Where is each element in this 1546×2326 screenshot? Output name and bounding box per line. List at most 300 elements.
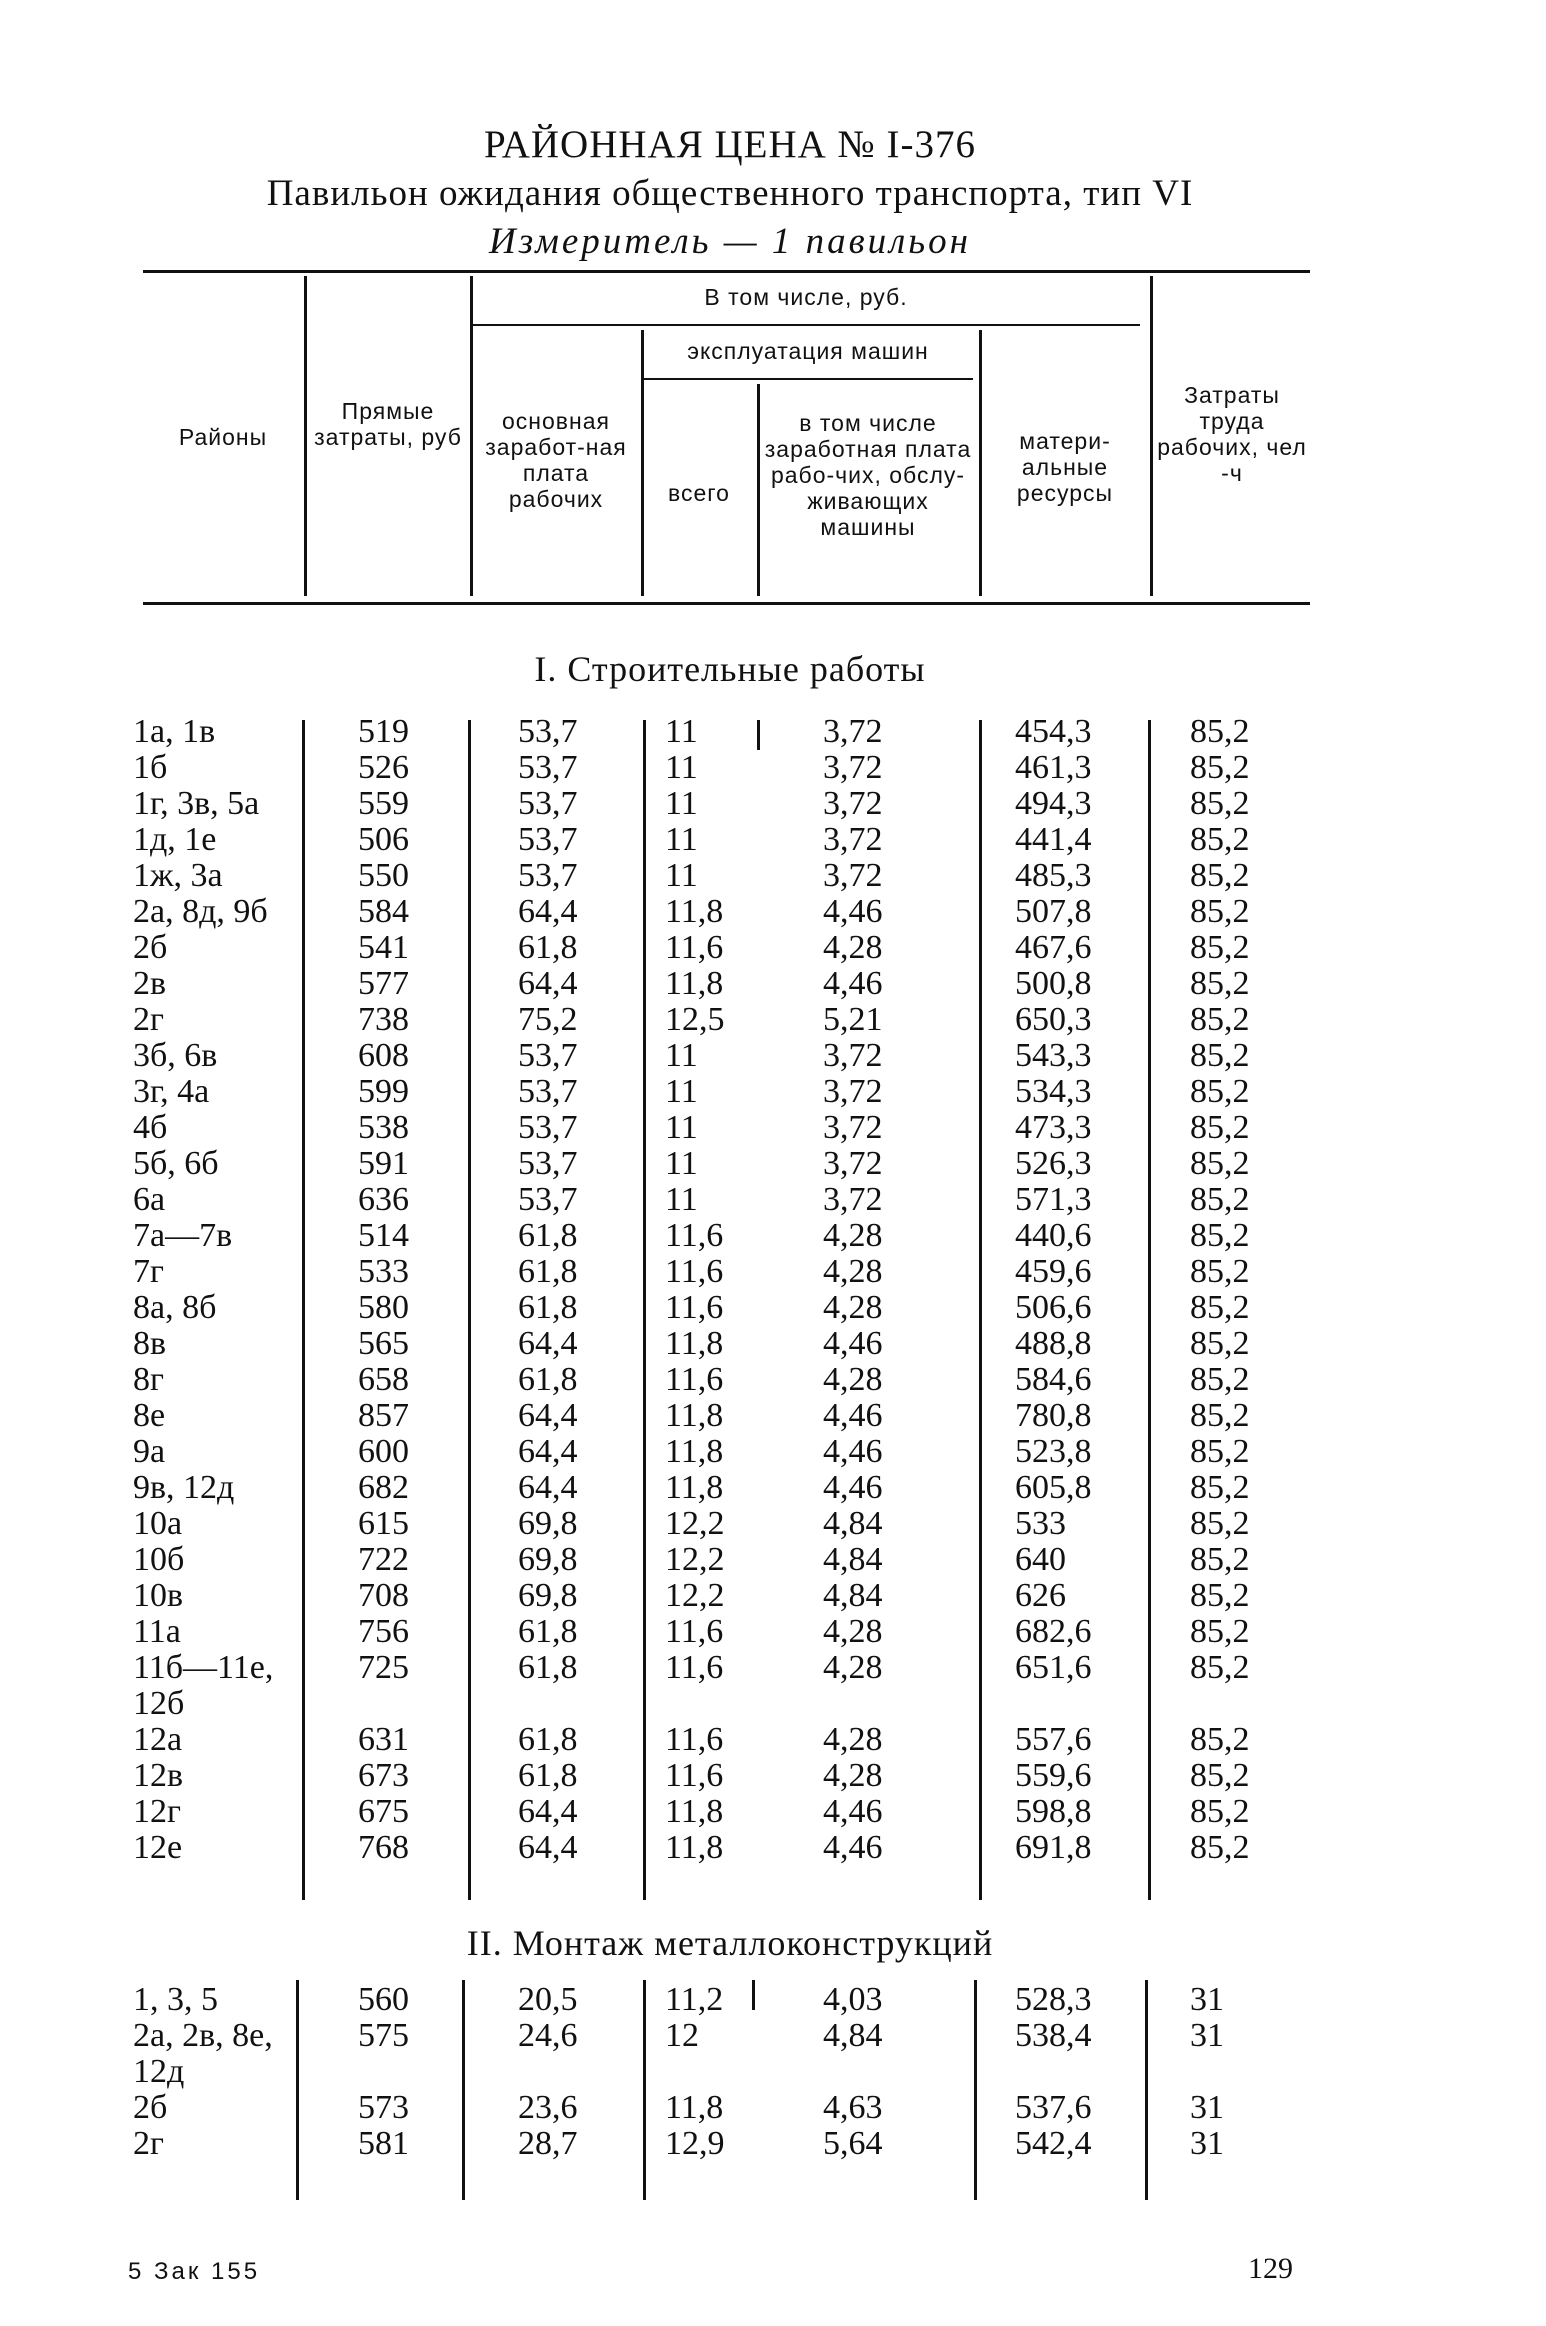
value-cell: 3,72 <box>823 785 883 822</box>
region-cell: 10в <box>133 1577 184 1614</box>
value-cell: 675 <box>358 1793 409 1830</box>
value-cell: 85,2 <box>1190 1505 1250 1542</box>
value-cell: 11 <box>665 1037 698 1074</box>
value-cell: 85,2 <box>1190 1253 1250 1290</box>
value-cell: 69,8 <box>518 1505 578 1542</box>
table-row <box>0 822 1546 858</box>
value-cell: 4,28 <box>823 1361 883 1398</box>
value-cell: 4,28 <box>823 929 883 966</box>
value-cell: 559 <box>358 785 409 822</box>
value-cell: 459,6 <box>1015 1253 1092 1290</box>
value-cell: 461,3 <box>1015 749 1092 786</box>
value-cell: 64,4 <box>518 1325 578 1362</box>
value-cell: 4,03 <box>823 1981 883 2018</box>
value-cell: 3,72 <box>823 857 883 894</box>
value-cell: 538,4 <box>1015 2017 1092 2054</box>
value-cell: 4,84 <box>823 1577 883 1614</box>
value-cell: 61,8 <box>518 1757 578 1794</box>
table-row <box>0 1218 1546 1254</box>
value-cell: 631 <box>358 1721 409 1758</box>
header-rule-machines <box>643 378 973 380</box>
region-cell: 1д, 1е <box>133 821 217 858</box>
value-cell: 85,2 <box>1190 1289 1250 1326</box>
value-cell: 61,8 <box>518 1721 578 1758</box>
value-cell: 11,6 <box>665 929 724 966</box>
value-cell: 575 <box>358 2017 409 2054</box>
value-cell: 4,46 <box>823 1793 883 1830</box>
value-cell: 4,28 <box>823 1289 883 1326</box>
region-cell: 2г <box>133 1001 164 1038</box>
region-cell: 11б—11е, <box>133 1649 274 1686</box>
region-cell: 2а, 2в, 8е, <box>133 2017 273 2054</box>
header-divider <box>304 276 307 596</box>
header-machines: эксплуатация машин <box>687 338 929 364</box>
value-cell: 64,4 <box>518 1829 578 1866</box>
region-cell: 4б <box>133 1109 168 1146</box>
value-cell: 85,2 <box>1190 1433 1250 1470</box>
value-cell: 599 <box>358 1073 409 1110</box>
value-cell: 584 <box>358 893 409 930</box>
value-cell: 560 <box>358 1981 409 2018</box>
value-cell: 454,3 <box>1015 713 1092 750</box>
value-cell: 650,3 <box>1015 1001 1092 1038</box>
value-cell: 64,4 <box>518 1433 578 1470</box>
value-cell: 85,2 <box>1190 1613 1250 1650</box>
region-cell: 2а, 8д, 9б <box>133 893 268 930</box>
value-cell: 11,8 <box>665 1829 724 1866</box>
value-cell: 573 <box>358 2089 409 2126</box>
value-cell: 528,3 <box>1015 1981 1092 2018</box>
value-cell: 543,3 <box>1015 1037 1092 1074</box>
value-cell: 11,8 <box>665 1325 724 1362</box>
value-cell: 61,8 <box>518 1613 578 1650</box>
value-cell: 4,84 <box>823 1505 883 1542</box>
region-cell: 6а <box>133 1181 166 1218</box>
value-cell: 571,3 <box>1015 1181 1092 1218</box>
value-cell: 577 <box>358 965 409 1002</box>
value-cell: 4,28 <box>823 1613 883 1650</box>
value-cell: 523,8 <box>1015 1433 1092 1470</box>
region-cell: 12в <box>133 1757 184 1794</box>
value-cell: 12,2 <box>665 1505 725 1542</box>
value-cell: 85,2 <box>1190 1721 1250 1758</box>
value-cell: 600 <box>358 1433 409 1470</box>
value-cell: 519 <box>358 713 409 750</box>
value-cell: 12,9 <box>665 2125 725 2162</box>
value-cell: 53,7 <box>518 821 578 858</box>
value-cell: 85,2 <box>1190 893 1250 930</box>
value-cell: 11 <box>665 857 698 894</box>
table-row <box>0 1650 1546 1686</box>
value-cell: 3,72 <box>823 1109 883 1146</box>
value-cell: 24,6 <box>518 2017 578 2054</box>
value-cell: 85,2 <box>1190 1181 1250 1218</box>
page-title: РАЙОННАЯ ЦЕНА № I-376 <box>484 123 976 166</box>
value-cell: 85,2 <box>1190 1001 1250 1038</box>
value-cell: 64,4 <box>518 965 578 1002</box>
value-cell: 23,6 <box>518 2089 578 2126</box>
value-cell: 4,84 <box>823 1541 883 1578</box>
value-cell: 533 <box>358 1253 409 1290</box>
table-row <box>0 2090 1546 2126</box>
value-cell: 591 <box>358 1145 409 1182</box>
value-cell: 85,2 <box>1190 1109 1250 1146</box>
value-cell: 85,2 <box>1190 1397 1250 1434</box>
value-cell: 533 <box>1015 1505 1066 1542</box>
footer-order-number: 5 Зак 155 <box>128 2258 261 2285</box>
table-row <box>0 1362 1546 1398</box>
region-cell: 3б, 6в <box>133 1037 218 1074</box>
value-cell: 541 <box>358 929 409 966</box>
value-cell: 3,72 <box>823 1073 883 1110</box>
value-cell: 11 <box>665 1073 698 1110</box>
region-cell: 12б <box>133 1685 185 1722</box>
value-cell: 598,8 <box>1015 1793 1092 1830</box>
value-cell: 64,4 <box>518 893 578 930</box>
value-cell: 4,28 <box>823 1649 883 1686</box>
table-row <box>0 1506 1546 1542</box>
value-cell: 626 <box>1015 1577 1066 1614</box>
value-cell: 61,8 <box>518 1289 578 1326</box>
header-regions: Районы <box>178 424 268 450</box>
region-cell: 12г <box>133 1793 181 1830</box>
value-cell: 11 <box>665 1145 698 1182</box>
value-cell: 64,4 <box>518 1793 578 1830</box>
header-wages: основная заработ-ная плата рабочих <box>485 408 627 512</box>
header-materials: матери-альные ресурсы <box>1016 428 1114 506</box>
table-row <box>0 1146 1546 1182</box>
table-row <box>0 1434 1546 1470</box>
value-cell: 85,2 <box>1190 1577 1250 1614</box>
table-row <box>0 966 1546 1002</box>
region-cell: 5б, 6б <box>133 1145 219 1182</box>
table-row <box>0 750 1546 786</box>
value-cell: 53,7 <box>518 1037 578 1074</box>
value-cell: 756 <box>358 1613 409 1650</box>
table-row <box>0 786 1546 822</box>
value-cell: 11,6 <box>665 1757 724 1794</box>
section-title-2: II. Монтаж металлоконструкций <box>466 1923 994 1963</box>
value-cell: 11,8 <box>665 965 724 1002</box>
value-cell: 31 <box>1190 2089 1224 2126</box>
value-cell: 12,5 <box>665 1001 725 1038</box>
value-cell: 441,4 <box>1015 821 1092 858</box>
region-cell: 7г <box>133 1253 164 1290</box>
value-cell: 473,3 <box>1015 1109 1092 1146</box>
value-cell: 53,7 <box>518 1109 578 1146</box>
region-cell: 3г, 4а <box>133 1073 210 1110</box>
value-cell: 53,7 <box>518 1181 578 1218</box>
value-cell: 85,2 <box>1190 1649 1250 1686</box>
value-cell: 4,28 <box>823 1757 883 1794</box>
table-row <box>0 1254 1546 1290</box>
header-labor: Затраты труда рабочих, чел -ч <box>1157 382 1307 486</box>
table-row <box>0 1002 1546 1038</box>
value-cell: 11,6 <box>665 1253 724 1290</box>
value-cell: 526,3 <box>1015 1145 1092 1182</box>
region-cell: 2в <box>133 965 167 1002</box>
value-cell: 53,7 <box>518 713 578 750</box>
value-cell: 780,8 <box>1015 1397 1092 1434</box>
value-cell: 682,6 <box>1015 1613 1092 1650</box>
value-cell: 53,7 <box>518 749 578 786</box>
value-cell: 768 <box>358 1829 409 1866</box>
header-divider <box>470 276 473 596</box>
value-cell: 4,46 <box>823 1325 883 1362</box>
value-cell: 11,8 <box>665 1433 724 1470</box>
table-row <box>0 1614 1546 1650</box>
value-cell: 85,2 <box>1190 785 1250 822</box>
header-bottom-rule <box>143 602 1310 605</box>
value-cell: 4,46 <box>823 893 883 930</box>
value-cell: 4,46 <box>823 1433 883 1470</box>
value-cell: 5,21 <box>823 1001 883 1038</box>
value-cell: 3,72 <box>823 1037 883 1074</box>
value-cell: 691,8 <box>1015 1829 1092 1866</box>
value-cell: 11,6 <box>665 1649 724 1686</box>
value-cell: 615 <box>358 1505 409 1542</box>
region-cell: 7а—7в <box>133 1217 233 1254</box>
table-row <box>0 894 1546 930</box>
header-rule-including <box>472 324 1140 326</box>
measure-unit: Измеритель — 1 павильон <box>489 221 971 262</box>
table-row <box>0 1326 1546 1362</box>
section-title-1: I. Строительные работы <box>534 649 926 689</box>
value-cell: 11 <box>665 821 698 858</box>
value-cell: 725 <box>358 1649 409 1686</box>
value-cell: 11,6 <box>665 1361 724 1398</box>
value-cell: 11 <box>665 713 698 750</box>
value-cell: 4,63 <box>823 2089 883 2126</box>
value-cell: 738 <box>358 1001 409 1038</box>
table-row <box>0 714 1546 750</box>
value-cell: 85,2 <box>1190 1145 1250 1182</box>
value-cell: 85,2 <box>1190 821 1250 858</box>
table-row <box>0 2126 1546 2162</box>
value-cell: 85,2 <box>1190 929 1250 966</box>
value-cell: 11 <box>665 785 698 822</box>
value-cell: 467,6 <box>1015 929 1092 966</box>
region-cell: 12а <box>133 1721 183 1758</box>
value-cell: 11,8 <box>665 1469 724 1506</box>
value-cell: 584,6 <box>1015 1361 1092 1398</box>
region-cell: 1г, 3в, 5а <box>133 785 260 822</box>
region-cell: 1, 3, 5 <box>133 1981 218 2018</box>
value-cell: 3,72 <box>823 821 883 858</box>
value-cell: 514 <box>358 1217 409 1254</box>
value-cell: 11 <box>665 749 698 786</box>
value-cell: 3,72 <box>823 1145 883 1182</box>
value-cell: 4,46 <box>823 965 883 1002</box>
value-cell: 12,2 <box>665 1541 725 1578</box>
value-cell: 11,6 <box>665 1721 724 1758</box>
header-machines-total: всего <box>668 480 730 506</box>
header-divider <box>979 330 982 596</box>
value-cell: 580 <box>358 1289 409 1326</box>
value-cell: 85,2 <box>1190 965 1250 1002</box>
value-cell: 3,72 <box>823 713 883 750</box>
table-row <box>0 2018 1546 2054</box>
table-row <box>0 1758 1546 1794</box>
value-cell: 28,7 <box>518 2125 578 2162</box>
value-cell: 85,2 <box>1190 1541 1250 1578</box>
value-cell: 4,46 <box>823 1397 883 1434</box>
value-cell: 708 <box>358 1577 409 1614</box>
value-cell: 542,4 <box>1015 2125 1092 2162</box>
region-cell: 8г <box>133 1361 164 1398</box>
value-cell: 85,2 <box>1190 1073 1250 1110</box>
value-cell: 3,72 <box>823 1181 883 1218</box>
value-cell: 494,3 <box>1015 785 1092 822</box>
table-row <box>0 1982 1546 2018</box>
region-cell: 2б <box>133 2089 168 2126</box>
value-cell: 440,6 <box>1015 1217 1092 1254</box>
value-cell: 11,2 <box>665 1981 724 2018</box>
value-cell: 31 <box>1190 1981 1224 2018</box>
table-row <box>0 1470 1546 1506</box>
table-row <box>0 1398 1546 1434</box>
value-cell: 61,8 <box>518 1217 578 1254</box>
value-cell: 11,8 <box>665 2089 724 2126</box>
header-direct: Прямые затраты, руб <box>314 398 462 450</box>
value-cell: 53,7 <box>518 1073 578 1110</box>
value-cell: 4,28 <box>823 1217 883 1254</box>
value-cell: 85,2 <box>1190 1361 1250 1398</box>
value-cell: 69,8 <box>518 1541 578 1578</box>
value-cell: 608 <box>358 1037 409 1074</box>
value-cell: 559,6 <box>1015 1757 1092 1794</box>
table-row <box>0 1830 1546 1866</box>
value-cell: 11 <box>665 1181 698 1218</box>
region-cell: 1б <box>133 749 168 786</box>
region-cell: 10б <box>133 1541 185 1578</box>
value-cell: 640 <box>1015 1541 1066 1578</box>
value-cell: 658 <box>358 1361 409 1398</box>
value-cell: 857 <box>358 1397 409 1434</box>
value-cell: 75,2 <box>518 1001 578 1038</box>
value-cell: 31 <box>1190 2125 1224 2162</box>
value-cell: 85,2 <box>1190 749 1250 786</box>
value-cell: 11,8 <box>665 1397 724 1434</box>
table-row <box>0 1182 1546 1218</box>
value-cell: 11,6 <box>665 1613 724 1650</box>
value-cell: 53,7 <box>518 785 578 822</box>
table-row <box>0 1290 1546 1326</box>
value-cell: 53,7 <box>518 857 578 894</box>
table-row <box>0 858 1546 894</box>
table-top-rule <box>143 270 1310 273</box>
value-cell: 11,6 <box>665 1217 724 1254</box>
value-cell: 5,64 <box>823 2125 883 2162</box>
region-cell: 2г <box>133 2125 164 2162</box>
value-cell: 722 <box>358 1541 409 1578</box>
value-cell: 11,6 <box>665 1289 724 1326</box>
region-cell: 11а <box>133 1613 181 1650</box>
region-cell: 2б <box>133 929 168 966</box>
value-cell: 31 <box>1190 2017 1224 2054</box>
value-cell: 550 <box>358 857 409 894</box>
table-row <box>0 2054 1546 2090</box>
page-subtitle: Павильон ожидания общественного транспорта, тип VI <box>266 173 1194 214</box>
value-cell: 64,4 <box>518 1397 578 1434</box>
region-cell: 8в <box>133 1325 167 1362</box>
region-cell: 9в, 12д <box>133 1469 235 1506</box>
value-cell: 11,8 <box>665 1793 724 1830</box>
value-cell: 673 <box>358 1757 409 1794</box>
value-cell: 537,6 <box>1015 2089 1092 2126</box>
value-cell: 500,8 <box>1015 965 1092 1002</box>
value-cell: 485,3 <box>1015 857 1092 894</box>
value-cell: 636 <box>358 1181 409 1218</box>
header-machines-wages: в том числе заработная плата рабо-чих, обслу-живающих машины <box>764 410 972 540</box>
value-cell: 3,72 <box>823 749 883 786</box>
table-row <box>0 1578 1546 1614</box>
value-cell: 507,8 <box>1015 893 1092 930</box>
value-cell: 12 <box>665 2017 699 2054</box>
table-row <box>0 1722 1546 1758</box>
value-cell: 61,8 <box>518 1361 578 1398</box>
table-row <box>0 1686 1546 1722</box>
value-cell: 538 <box>358 1109 409 1146</box>
value-cell: 85,2 <box>1190 1037 1250 1074</box>
value-cell: 682 <box>358 1469 409 1506</box>
table-row <box>0 930 1546 966</box>
value-cell: 64,4 <box>518 1469 578 1506</box>
table-row <box>0 1110 1546 1146</box>
value-cell: 85,2 <box>1190 1325 1250 1362</box>
region-cell: 8а, 8б <box>133 1289 217 1326</box>
value-cell: 85,2 <box>1190 1829 1250 1866</box>
value-cell: 506 <box>358 821 409 858</box>
value-cell: 565 <box>358 1325 409 1362</box>
value-cell: 61,8 <box>518 1253 578 1290</box>
value-cell: 20,5 <box>518 1981 578 2018</box>
value-cell: 526 <box>358 749 409 786</box>
table-row <box>0 1794 1546 1830</box>
value-cell: 605,8 <box>1015 1469 1092 1506</box>
value-cell: 85,2 <box>1190 1757 1250 1794</box>
value-cell: 11,8 <box>665 893 724 930</box>
value-cell: 85,2 <box>1190 857 1250 894</box>
region-cell: 9а <box>133 1433 166 1470</box>
region-cell: 8е <box>133 1397 166 1434</box>
value-cell: 4,46 <box>823 1829 883 1866</box>
value-cell: 61,8 <box>518 929 578 966</box>
value-cell: 534,3 <box>1015 1073 1092 1110</box>
header-divider <box>1150 276 1153 596</box>
region-cell: 1а, 1в <box>133 713 216 750</box>
value-cell: 488,8 <box>1015 1325 1092 1362</box>
header-divider <box>757 384 760 596</box>
page-number: 129 <box>1248 2252 1293 2285</box>
value-cell: 61,8 <box>518 1649 578 1686</box>
value-cell: 85,2 <box>1190 1469 1250 1506</box>
value-cell: 4,46 <box>823 1469 883 1506</box>
value-cell: 69,8 <box>518 1577 578 1614</box>
header-divider <box>641 330 644 596</box>
value-cell: 581 <box>358 2125 409 2162</box>
region-cell: 1ж, 3а <box>133 857 223 894</box>
header-including: В том числе, руб. <box>704 284 908 310</box>
value-cell: 4,84 <box>823 2017 883 2054</box>
value-cell: 506,6 <box>1015 1289 1092 1326</box>
table-row <box>0 1542 1546 1578</box>
region-cell: 12д <box>133 2053 185 2090</box>
region-cell: 12е <box>133 1829 183 1866</box>
value-cell: 557,6 <box>1015 1721 1092 1758</box>
value-cell: 85,2 <box>1190 1217 1250 1254</box>
value-cell: 4,28 <box>823 1253 883 1290</box>
